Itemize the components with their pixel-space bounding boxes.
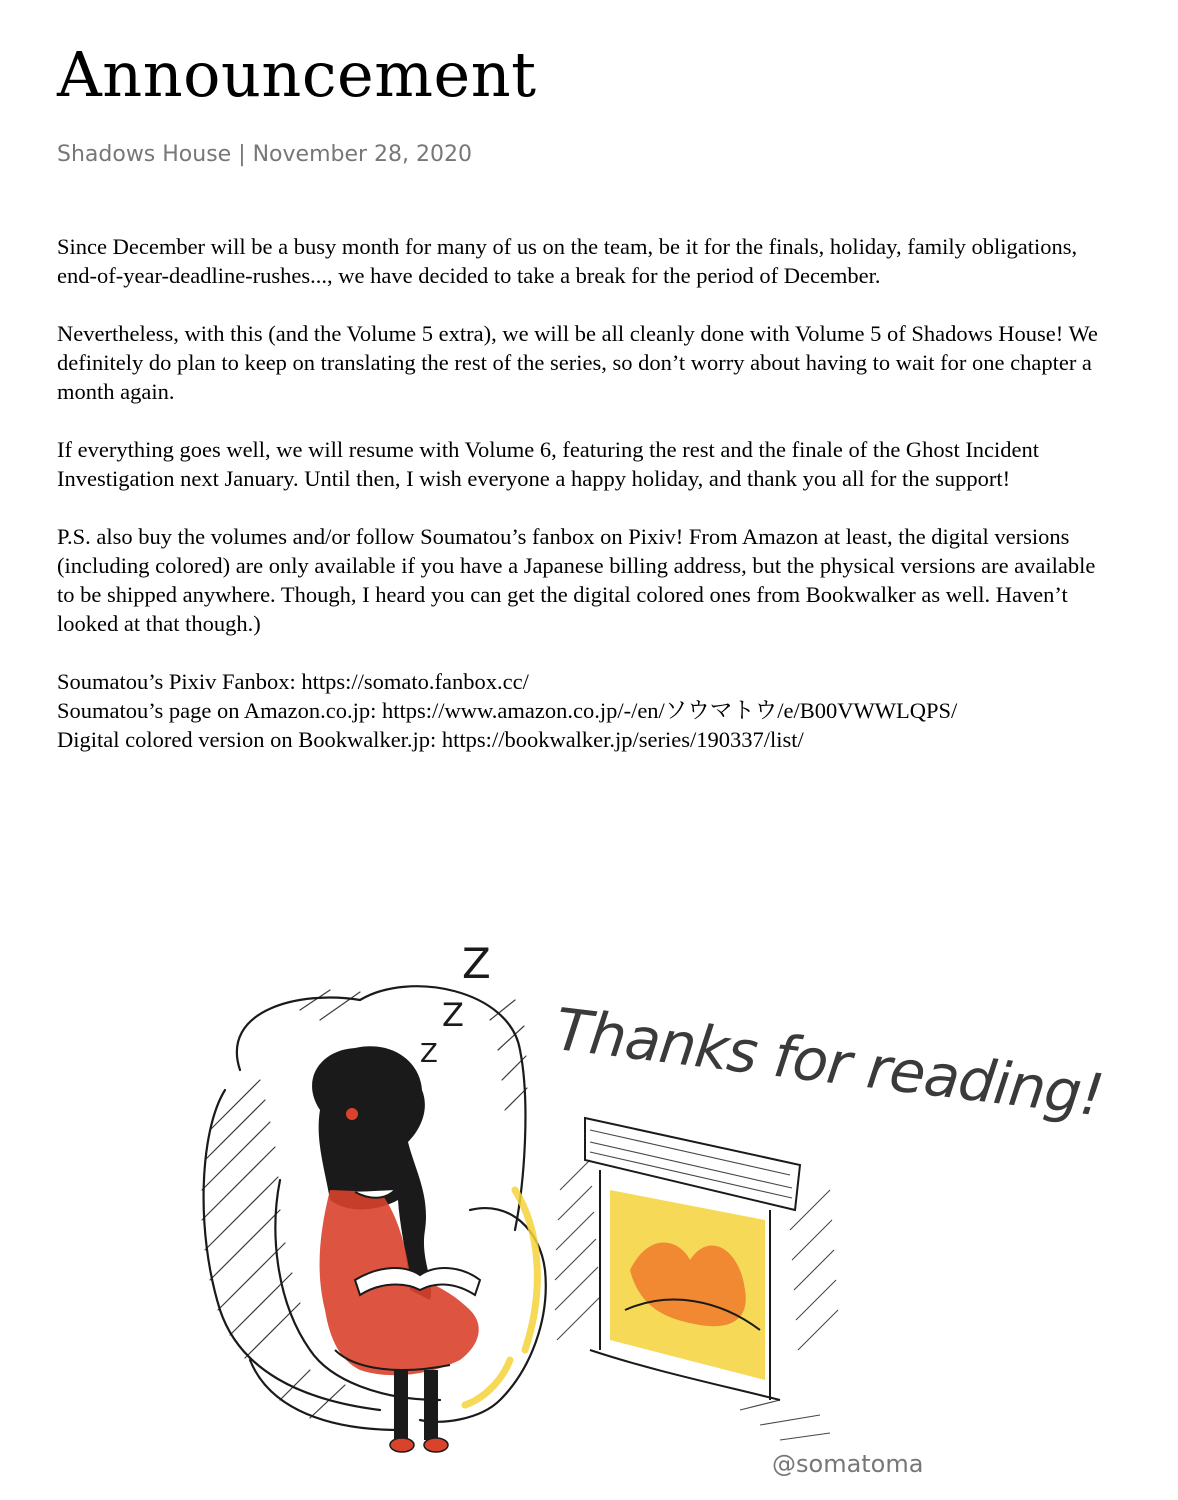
post-meta: Shadows House | November 28, 2020 bbox=[57, 142, 473, 167]
zzz-small: Z bbox=[420, 1039, 438, 1069]
hair-clip bbox=[346, 1108, 358, 1120]
chair-highlight bbox=[465, 1190, 537, 1405]
girl-shoe-left bbox=[390, 1438, 414, 1452]
girl-figure bbox=[312, 1046, 480, 1452]
girl-leg-right bbox=[424, 1370, 438, 1440]
girl-leg-left bbox=[394, 1370, 408, 1440]
links-list bbox=[57, 667, 1117, 754]
page-title: Announcement bbox=[57, 38, 537, 111]
girl-shoe-right bbox=[424, 1438, 448, 1452]
zzz-marks bbox=[420, 939, 491, 1069]
zzz-large: Z bbox=[462, 939, 491, 988]
paragraph-break-notice: Since December will be a busy month for many of us on the team, be it for the finals, holiday, family obligations, end-of-year-deadline-rushes..., we have decided to take a break for the period of December. bbox=[57, 234, 1078, 288]
paragraph-ps: P.S. also buy the volumes and/or follow Soumatou’s fanbox on Pixiv! From Amazon at least, the digital versions (including colored) are only available if you have a Japanese billing address, but the physical versions are available to be shipped anywhere. Though, I heard you can get the digital colored ones from Bookwalker as well. Haven’t looked at that though.) bbox=[57, 524, 1096, 636]
paragraph-volume-5: Nevertheless, with this (and the Volume 5 extra), we will be all cleanly done with Volume 5 of Shadows House! We definitely do plan to keep on translating the rest of the series, so don’t worry about having to wait for one chapter a month again. bbox=[57, 321, 1098, 404]
link-amazon[interactable]: Soumatou’s page on Amazon.co.jp: https://www.amazon.co.jp/-/en/ソウマトウ/e/B00VWWLQPS/ bbox=[57, 698, 958, 723]
paragraph-resume: If everything goes well, we will resume with Volume 6, featuring the rest and the finale of the Ghost Incident Investigation next January. Until then, I wish everyone a happy holiday, and thank you all for the support! bbox=[57, 437, 1040, 491]
zzz-medium: Z bbox=[442, 996, 464, 1034]
announcement-body bbox=[57, 232, 1117, 754]
link-bookwalker[interactable]: Digital colored version on Bookwalker.jp: https://bookwalker.jp/series/190337/list/ bbox=[57, 727, 804, 752]
artist-handle: @somatoma bbox=[772, 1450, 924, 1478]
fireplace bbox=[555, 1118, 838, 1440]
thanks-caption: Thanks for reading! bbox=[551, 995, 1107, 1130]
link-pixiv-fanbox[interactable]: Soumatou’s Pixiv Fanbox: https://somato.fanbox.cc/ bbox=[57, 669, 529, 694]
